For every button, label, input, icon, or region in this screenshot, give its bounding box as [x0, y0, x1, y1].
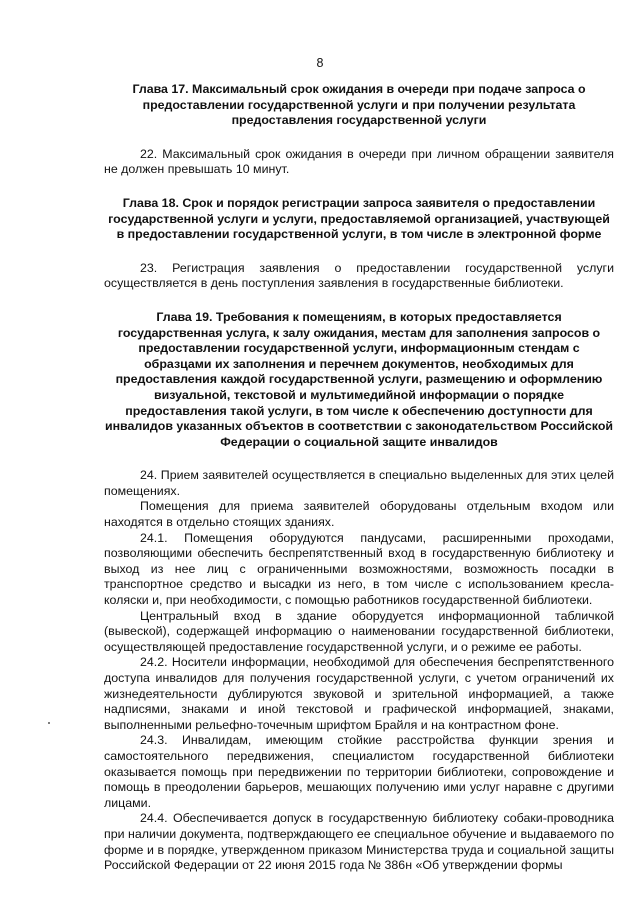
- paragraph-22: 22. Максимальный срок ожидания в очереди при личном обращении заявителя не должен превышать 10 минут.: [104, 146, 614, 177]
- page-number: 8: [316, 56, 324, 70]
- paragraph-24-1: 24.1. Помещения оборудуются пандусами, расширенными проходами, позволяющими обеспечить беспрепятственный вход в государственную библиотеку и выход из нее лиц с ограниченными возможностями, возможность посадки в транспортное средство и высадки из него, в том числе с использованием кресла-коляски и, при необходимости, с помощью работников государственной библиотеки.: [104, 530, 614, 608]
- chapter-18-heading: Глава 18. Срок и порядок регистрации запроса заявителя о предоставлении государственной услуги и услуги, предоставляемой организацией, участвующей в предоставлении государственной услуги, в том числе в электронной форме: [108, 195, 610, 242]
- scan-artifact: [48, 722, 50, 724]
- paragraph-24-premises: Помещения для приема заявителей оборудованы отдельным входом или находятся в отдельно стоящих зданиях.: [104, 499, 614, 530]
- paragraph-24-3: 24.3. Инвалидам, имеющим стойкие расстройства функции зрения и самостоятельного передвижения, специалистом государственной библиотеки оказывается помощь при передвижении по территории библиотеки, сопровождение и помощь в преодолении барьеров, мешающих получению ими услуг наравне с другими лицами.: [104, 733, 614, 810]
- paragraph-24-2: 24.2. Носители информации, необходимой для обеспечения беспрепятственного доступа инвалидов для получения государственной услуги, с учетом ограничений их жизнедеятельности дублируются звуковой и зрительной информацией, а также надписями, знаками и иной текстовой и графической информацией, знаками, выполненными рельефно-точечным шрифтом Брайля и на контрастном фоне.: [104, 655, 614, 732]
- paragraph-24-1-entrance: Центральный вход в здание оборудуется информационной табличкой (вывеской), содержащей информацию о наименовании государственной библиотеки, осуществляющей предоставление государственной услуги, и о режиме ее работы.: [104, 608, 614, 654]
- paragraph-24: 24. Прием заявителей осуществляется в специально выделенных для этих целей помещениях.: [104, 468, 614, 498]
- chapter-17-heading: Глава 17. Максимальный срок ожидания в очереди при подаче запроса о предоставлении государственной услуги и при получении результата предоставления государственной услуги: [132, 82, 586, 128]
- document-body: [104, 82, 614, 874]
- paragraph-24-4: 24.4. Обеспечивается допуск в государственную библиотеку собаки-проводника при наличии документа, подтверждающего ее специальное обучение и выдаваемого по форме и в порядке, утвержденном приказом Министерства труда и социальной защиты Российской Федерации от 22 июня 2015 года № 386н «Об утверждении формы: [104, 811, 614, 873]
- chapter-19-heading: Глава 19. Требования к помещениям, в которых предоставляется государственная услуга, к залу ожидания, местам для заполнения запросов о предоставлении государственной услуги, информационным стендам с образцами их заполнения и перечнем документов, необходимых для предоставления каждой государственной услуги, размещению и оформлению визуальной, текстовой и мультимедийной информации о порядке предоставления такой услуги, в том числе к обеспечению доступности для инвалидов указанных объектов в соответствии с законодательством Российской Федерации о социальной защите инвалидов: [104, 309, 614, 449]
- paragraph-23: 23. Регистрация заявления о предоставлении государственной услуги осуществляется в день поступления заявления в государственные библиотеки.: [104, 260, 614, 291]
